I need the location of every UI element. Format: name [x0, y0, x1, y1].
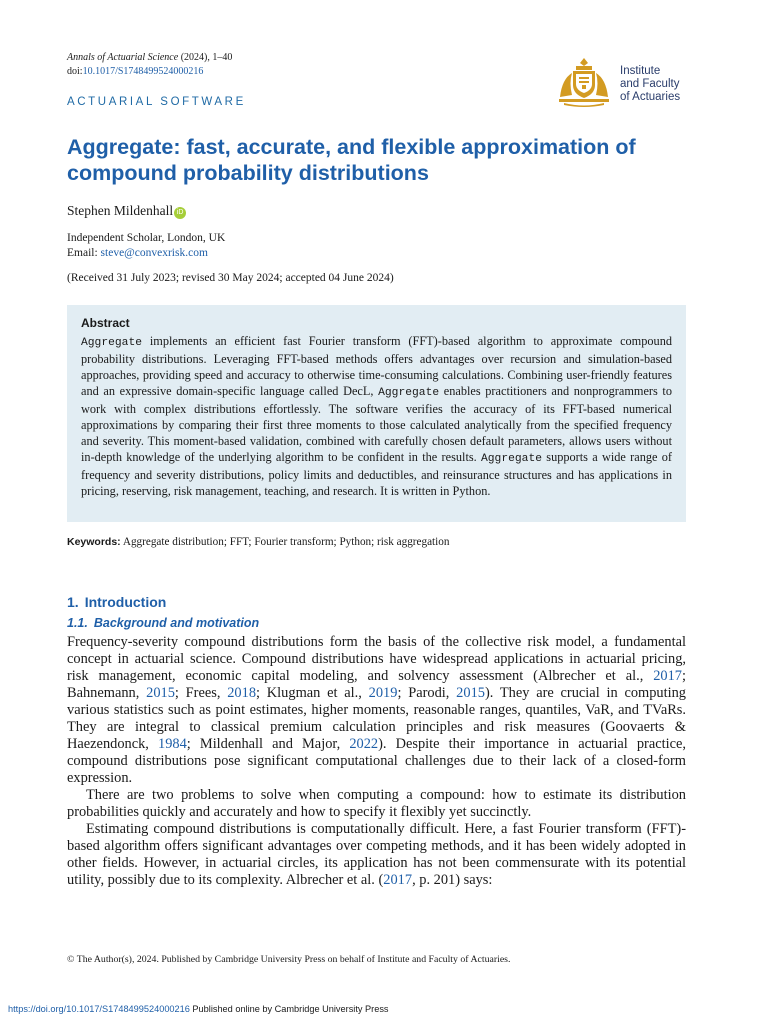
text-run: ). Despite their importance in actuarial practice, compound distributions pose significant computational challenges due to their lack of a closed-form expression. [67, 736, 686, 786]
ifoa-name-line-2: and Faculty [620, 78, 680, 90]
paragraph-2: There are two problems to solve when computing a compound: how to estimate its distribution probabilities quickly and accurately and how to specify it flexibly yet succinctly. [67, 787, 686, 820]
received-dates: (Received 31 July 2023; revised 30 May 2024; accepted 04 June 2024) [67, 272, 394, 284]
ifoa-name-line-3: of Actuaries [620, 91, 681, 103]
author-name[interactable]: Stephen Mildenhall [67, 203, 174, 218]
doi-prefix: doi: [67, 66, 83, 77]
ifoa-name-line-1: Institute [620, 65, 661, 77]
orcid-icon[interactable]: iD [174, 207, 186, 219]
subsection-heading-background [67, 616, 259, 630]
footer-publisher-text: Published online by Cambridge University Press [189, 1004, 389, 1014]
journal-header [67, 51, 232, 79]
citation-link[interactable]: 2018 [227, 685, 257, 701]
citation-link[interactable]: 2019 [368, 685, 398, 701]
keywords-text: Aggregate distribution; FFT; Fourier transform; Python; risk aggregation [120, 536, 450, 548]
abstract-part-1: implements an efficient fast Fourier transform (FFT)-based algorithm to approximate compound probability distributions. Leveraging FFT-based methods offers advantages over recursion and simulation-based approaches, providing speed and accuracy to otherwise time-consuming calculations. Combining user-friendly features and an expressive domain-specific language called DecL, [81, 334, 672, 398]
ifoa-crest-icon [556, 55, 612, 107]
page-footer [8, 1004, 389, 1014]
email-label: Email: [67, 246, 101, 259]
subsection-number: 1.1. [67, 616, 88, 630]
text-run: , p. 201) says: [412, 872, 493, 888]
citation-link[interactable]: 2017 [383, 872, 413, 888]
text-run: ; Klugman et al., [256, 685, 369, 701]
citation-link[interactable]: 2015 [456, 685, 485, 701]
ifoa-logo[interactable] [556, 55, 696, 107]
keywords [67, 536, 449, 548]
citation-link[interactable]: 2017 [653, 668, 682, 684]
paragraph-1 [67, 634, 686, 787]
abstract-part-3: supports a wide range of frequency and severity distributions, policy limits and deductibles, and reinsurance structures and has applications in pricing, reserving, risk management, teaching, and research. It is written in Python. [81, 450, 672, 498]
text-run: Frequency-severity compound distributions form the basis of the collective risk model, a fundamental concept in actuarial science. Compound distributions have widespread applications in actuarial pricing, risk management, economic capital modeling, and solvency assessment (Albrecher et al., [67, 634, 686, 684]
text-run: ; Frees, [174, 685, 228, 701]
journal-year-pages: (2024), 1–40 [178, 52, 233, 63]
abstract-heading: Abstract [81, 316, 130, 330]
text-run: ; Parodi, [397, 685, 457, 701]
journal-name: Annals of Actuarial Science [67, 52, 179, 63]
text-run: Estimating compound distributions is computationally difficult. Here, a fast Fourier transform (FFT)-based algorithm offers significant advantages over competing methods, and it has been widely adopted in other fields. However, in actuarial circles, its application has not been commensurate with its potential utility, possibly due to its complexity. Albrecher et al. ( [67, 821, 686, 888]
affiliation [67, 231, 225, 260]
affiliation-institution: Independent Scholar, London, UK [67, 232, 226, 244]
code-aggregate: Aggregate [81, 337, 143, 349]
citation-link[interactable]: 2015 [146, 685, 175, 701]
code-aggregate: Aggregate [378, 387, 440, 399]
subsection-title: Background and motivation [93, 616, 260, 630]
article-type-label: ACTUARIAL SOFTWARE [67, 96, 246, 108]
article-title: Aggregate: fast, accurate, and flexible approximation of compound probability distributions [67, 135, 636, 185]
text-run: ; Mildenhall and Major, [186, 736, 350, 752]
code-aggregate: Aggregate [481, 453, 543, 465]
footer-doi-link[interactable]: https://doi.org/10.1017/S1748499524000216 [8, 1004, 190, 1014]
journal-citation [67, 51, 232, 65]
text-run: ; Bahnemann, [67, 668, 686, 701]
section-number: 1. [67, 594, 79, 610]
author-line [67, 203, 186, 219]
affiliation-email-line [67, 246, 225, 261]
text-run: ). They are crucial in computing various statistics such as point estimates, higher moments, reasonable ranges, quantiles, VaR, and TVaRs. They are integral to classical premium calculation principles and risk measures (Goovaerts & Haezendonck, [67, 685, 686, 752]
keywords-label: Keywords: [67, 536, 121, 548]
abstract-box [67, 305, 686, 522]
email-link[interactable]: steve@convexrisk.com [100, 246, 208, 259]
section-heading-introduction [67, 594, 166, 610]
abstract-text [81, 333, 672, 499]
abstract-part-2: enables practitioners and nonprogrammers to work with complex distributions effortlessly. The software verifies the accuracy of its FFT-based numerical approximations by comparing their first three moments to those calculated analytically from the specified frequency and severity. This moment-based validation, combined with carefully chosen default parameters, allows users without in-depth knowledge of the underlying algorithm to be confident in the results. [81, 384, 673, 464]
copyright-notice: © The Author(s), 2024. Published by Cambridge University Press on behalf of Institute and Faculty of Actuaries. [67, 954, 511, 965]
body-text [67, 634, 686, 889]
ifoa-name [620, 65, 680, 104]
doi-line [67, 65, 232, 79]
paragraph-3 [67, 821, 686, 889]
citation-link[interactable]: 2022 [349, 736, 379, 752]
section-title: Introduction [84, 594, 167, 610]
citation-link[interactable]: 1984 [158, 736, 187, 752]
doi-link[interactable]: 10.1017/S1748499524000216 [82, 66, 204, 77]
